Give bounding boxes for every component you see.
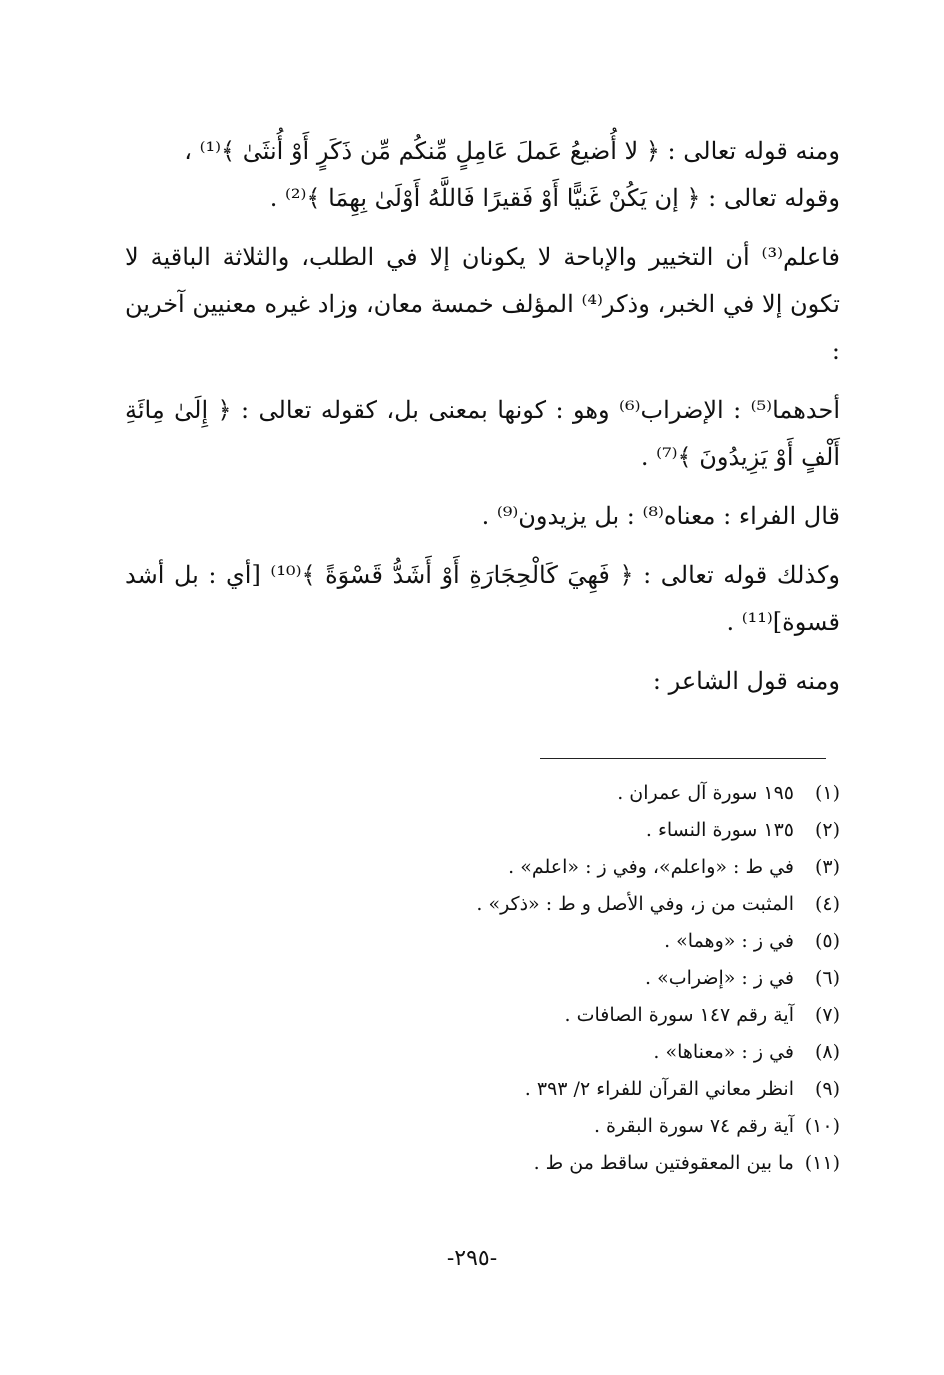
footnote-text: في ز : «وهما» . bbox=[664, 930, 794, 952]
footnote-number: (١٠) bbox=[804, 1115, 840, 1137]
paragraph-1-line-1: ومنه قوله تعالى : ﴿ لا أُضيعُ عَملَ عَامِلٍ مِّنكُم مِّن ذَكَرٍ أَوْ أُنثَىٰ ﴾⁽¹⁾ ، bbox=[184, 137, 840, 165]
footnote-text: في ط : «واعلم»، وفي ز : «اعلم» . bbox=[508, 856, 794, 878]
paragraph-4: قال الفراء : معناه⁽⁸⁾ : بل يزيدون⁽⁹⁾ . bbox=[481, 502, 840, 530]
footnote-text: آية رقم ١٤٧ سورة الصافات . bbox=[564, 1004, 794, 1026]
footnote-9 bbox=[140, 1071, 840, 1108]
footnote-10 bbox=[140, 1108, 840, 1145]
footnote-number: (٧) bbox=[814, 1004, 840, 1026]
footnote-text: المثبت من ز، وفي الأصل و ط : «ذكر» . bbox=[476, 893, 794, 915]
footnote-number: (٤) bbox=[814, 893, 840, 915]
footnote-number: (١) bbox=[814, 782, 840, 804]
footnote-text: انظر معاني القرآن للفراء ٢/ ٣٩٣ . bbox=[524, 1078, 794, 1100]
footnote-4 bbox=[140, 886, 840, 923]
footnote-text: ١٣٥ سورة النساء . bbox=[645, 819, 794, 841]
footnote-7 bbox=[140, 997, 840, 1034]
footnotes bbox=[140, 775, 840, 1182]
paragraph-6: ومنه قول الشاعر : bbox=[652, 667, 840, 695]
footnote-number: (٥) bbox=[814, 930, 840, 952]
paragraph-1-line-2: وقوله تعالى : ﴿ إن يَكُنْ غَنيًّا أَوْ فَقيرًا فَاللَّهُ أَوْلَىٰ بِهِمَا ﴾⁽²⁾ . bbox=[269, 184, 840, 212]
paragraph-1 bbox=[125, 128, 840, 222]
footnote-text: ١٩٥ سورة آل عمران . bbox=[617, 782, 794, 804]
footnote-8 bbox=[140, 1034, 840, 1071]
footnote-number: (٩) bbox=[814, 1078, 840, 1100]
footnote-text: ما بين المعقوفتين ساقط من ط . bbox=[533, 1152, 794, 1174]
footnote-number: (٢) bbox=[814, 819, 840, 841]
footnote-number: (٨) bbox=[814, 1041, 840, 1063]
page-number: -٢٩٥- bbox=[446, 1246, 498, 1271]
footnote-6 bbox=[140, 960, 840, 997]
paragraph-3: أحدهما⁽⁵⁾ : الإضراب⁽⁶⁾ وهو : كونها بمعنى بل، كقوله تعالى : ﴿ إِلَىٰ مِائَةِ أَلْفٍ أَوْ يَزِيدُونَ ﴾⁽⁷⁾ . bbox=[125, 396, 841, 471]
paragraph-5: وكذلك قوله تعالى : ﴿ فَهِيَ كَالْحِجَارَةِ أَوْ أَشَدُّ قَسْوَةً ﴾⁽¹⁰⁾ [أي : بل أشد قسوة]⁽¹¹⁾ . bbox=[125, 561, 840, 636]
footnote-text: آية رقم ٧٤ سورة البقرة . bbox=[593, 1115, 794, 1137]
main-text bbox=[125, 128, 840, 717]
footnote-number: (٦) bbox=[814, 967, 840, 989]
footnote-divider bbox=[540, 758, 826, 759]
footnote-11 bbox=[140, 1145, 840, 1182]
footnote-text: في ز : «إضراب» . bbox=[644, 967, 794, 989]
footnote-1 bbox=[140, 775, 840, 812]
footnote-text: في ز : «معناها» . bbox=[653, 1041, 794, 1063]
footnote-number: (٣) bbox=[814, 856, 840, 878]
footnote-number: (١١) bbox=[804, 1152, 840, 1174]
footnote-3 bbox=[140, 849, 840, 886]
paragraph-2: فاعلم⁽³⁾ أن التخيير والإباحة لا يكونان إلا في الطلب، والثلاثة الباقية لا تكون إلا في الخبر، وذكر⁽⁴⁾ المؤلف خمسة معان، وزاد غيره معنيين آخرين : bbox=[125, 243, 840, 365]
footnote-5 bbox=[140, 923, 840, 960]
footnote-2 bbox=[140, 812, 840, 849]
